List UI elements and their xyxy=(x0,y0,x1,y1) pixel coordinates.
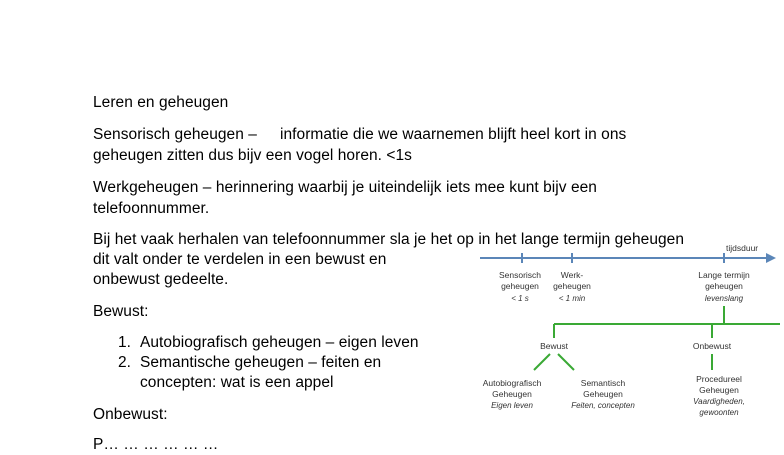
bewust-heading: Bewust: xyxy=(93,303,149,320)
node-semantisch-l2: Geheugen xyxy=(583,389,623,399)
node-auto-l3: Eigen leven xyxy=(491,401,533,410)
node-procedureel-l4: gewoonten xyxy=(699,408,739,417)
sensorisch-definition: informatie die we waarnemen blijft heel kort in ons xyxy=(280,126,627,143)
node-werk-l1: Werk- xyxy=(560,270,584,280)
herhalen-paragraph-line3: onbewust gedeelte. xyxy=(93,271,229,288)
node-semantisch-l1: Semantisch xyxy=(580,378,626,388)
tree-connector xyxy=(558,354,574,370)
node-semantisch-l3: Feiten, concepten xyxy=(571,401,635,410)
list-item-number: 1. xyxy=(118,334,131,351)
document-title: Leren en geheugen xyxy=(93,94,229,111)
memory-diagram xyxy=(462,240,780,420)
node-lang-l2: geheugen xyxy=(705,281,743,291)
node-sensorisch-l2: geheugen xyxy=(501,281,539,291)
node-bewust: Bewust xyxy=(540,341,568,351)
list-item-cont: concepten: wat is een appel xyxy=(140,374,334,391)
node-procedureel-l3: Vaardigheden, xyxy=(693,397,745,406)
tree-connector xyxy=(534,354,550,370)
node-auto-l2: Geheugen xyxy=(492,389,532,399)
sensorisch-definition-cont: geheugen zitten dus bijv een vogel horen. <1s xyxy=(93,147,412,164)
node-procedureel-l1: Procedureel xyxy=(696,374,742,384)
node-lang-l1: Lange termijn xyxy=(698,270,750,280)
werkgeheugen-paragraph-cont: telefoonnummer. xyxy=(93,200,210,217)
node-werk-l2: geheugen xyxy=(553,281,591,291)
cut-off-line: P… … … … … … xyxy=(93,436,219,453)
node-sensorisch-l3: < 1 s xyxy=(511,294,529,303)
sensorisch-term: Sensorisch geheugen – xyxy=(93,126,257,143)
list-item-number: 2. xyxy=(118,354,131,371)
onbewust-heading: Onbewust: xyxy=(93,406,168,423)
herhalen-paragraph-line2: dit valt onder te verdelen in een bewust en xyxy=(93,251,387,268)
timeline-label: tijdsduur xyxy=(726,243,759,253)
node-werk-l3: < 1 min xyxy=(558,294,586,303)
herhalen-paragraph: Bij het vaak herhalen van telefoonnummer sla je het op in het lange termijn geheugen xyxy=(93,231,684,248)
timeline-arrow-icon xyxy=(766,253,776,263)
list-item: Semantische geheugen – feiten en xyxy=(140,354,382,371)
node-onbewust: Onbewust xyxy=(692,341,732,351)
node-sensorisch-l1: Sensorisch xyxy=(498,270,542,280)
node-auto-l1: Autobiografisch xyxy=(482,378,542,388)
list-item: Autobiografisch geheugen – eigen leven xyxy=(140,334,419,351)
werkgeheugen-paragraph: Werkgeheugen – herinnering waarbij je uiteindelijk iets mee kunt bijv een xyxy=(93,179,597,196)
node-procedureel-l2: Geheugen xyxy=(699,385,739,395)
node-lang-l3: levenslang xyxy=(704,294,744,303)
